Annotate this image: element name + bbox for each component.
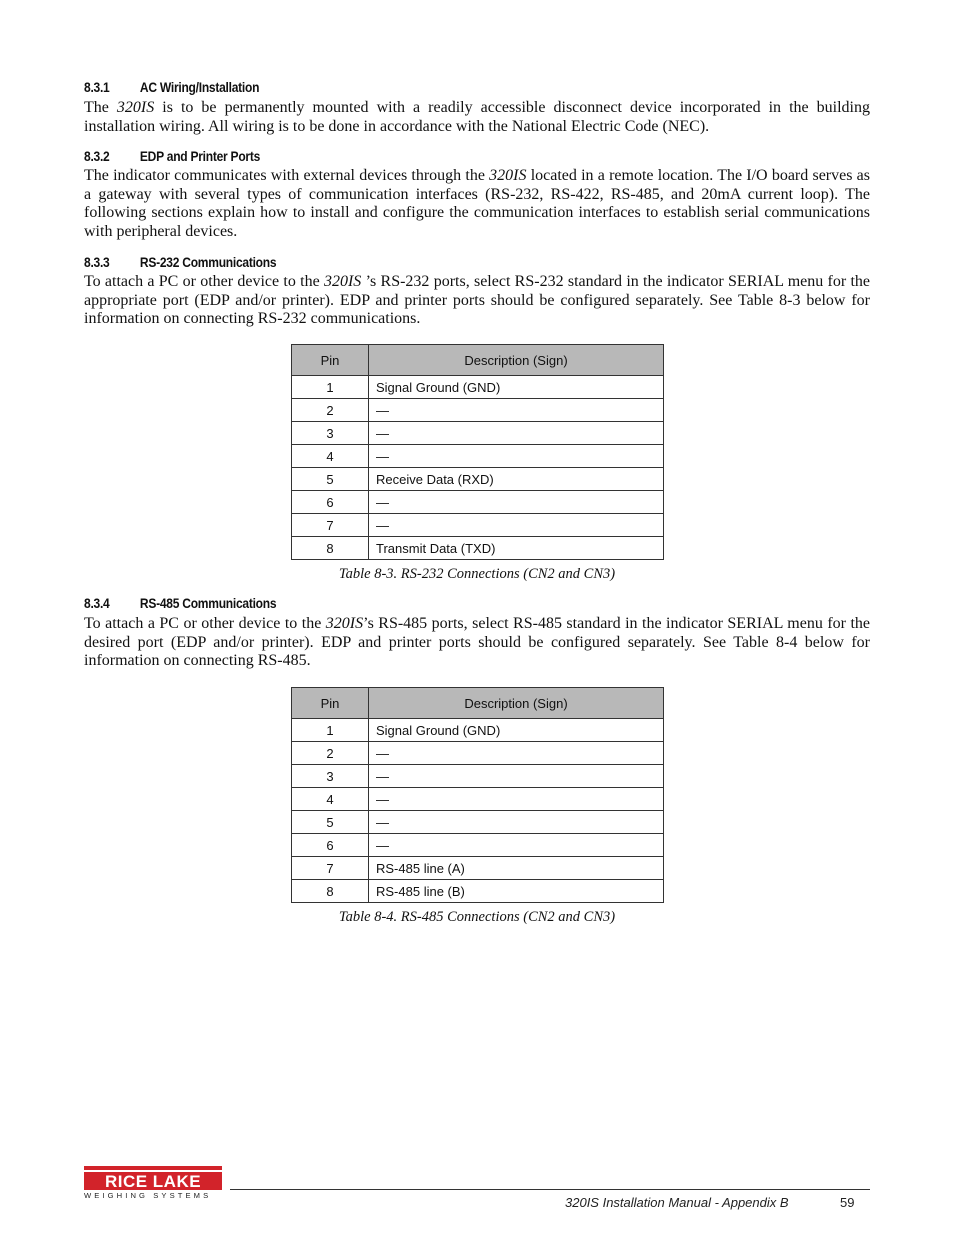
description-cell: RS-485 line (A) <box>369 857 664 880</box>
pin-cell: 4 <box>292 788 369 811</box>
table-row <box>292 376 664 399</box>
section-heading-edp-printer <box>84 148 260 164</box>
section-title: AC Wiring/Installation <box>139 79 260 95</box>
text-run: ’s RS-485 ports, select RS-485 standard in the indicator SERIAL menu for the desired port (EDP and/or printer). EDP and printer ports should be configured separately. See Table 8-4 below for information on connecting RS-485. <box>84 615 871 670</box>
logo-top-bar <box>84 1166 222 1170</box>
table-header-row <box>292 688 664 719</box>
section-number: 8.3.3 <box>84 254 110 270</box>
description-cell: — <box>369 811 664 834</box>
pin-cell: 5 <box>292 468 369 491</box>
section-title: RS-485 Communications <box>139 595 277 611</box>
paragraph-rs232 <box>84 273 870 329</box>
table-row <box>292 742 664 765</box>
table-row <box>292 514 664 537</box>
column-header-pin: Pin <box>292 345 369 376</box>
table-caption-rs485: Table 8-4. RS-485 Connections (CN2 and CN3) <box>338 909 616 925</box>
column-header-description: Description (Sign) <box>369 345 664 376</box>
footer-manual-title: 320IS Installation Manual - Appendix B <box>565 1195 789 1210</box>
pin-cell: 1 <box>292 376 369 399</box>
table-row <box>292 445 664 468</box>
description-cell: RS-485 line (B) <box>369 880 664 903</box>
logo-wordmark: RICE LAKE <box>104 1172 202 1191</box>
table-row <box>292 399 664 422</box>
description-cell: Receive Data (RXD) <box>369 468 664 491</box>
description-cell: — <box>369 765 664 788</box>
table-row <box>292 857 664 880</box>
column-header-description: Description (Sign) <box>369 688 664 719</box>
pin-cell: 4 <box>292 445 369 468</box>
pin-cell: 2 <box>292 399 369 422</box>
table-rs485-connections <box>291 687 664 903</box>
logo-tagline: WEIGHING SYSTEMS <box>84 1191 212 1200</box>
pin-cell: 7 <box>292 857 369 880</box>
paragraph-ac-wiring <box>84 99 870 136</box>
product-name: 320IS <box>489 167 527 184</box>
table-row <box>292 834 664 857</box>
description-cell: — <box>369 422 664 445</box>
table-row <box>292 788 664 811</box>
text-run: To attach a PC or other device to the <box>84 273 324 290</box>
table-row <box>292 537 664 560</box>
footer-rule <box>230 1189 870 1190</box>
table-row <box>292 491 664 514</box>
column-header-pin: Pin <box>292 688 369 719</box>
product-name: 320IS <box>323 273 362 290</box>
pin-cell: 8 <box>292 880 369 903</box>
description-cell: Signal Ground (GND) <box>369 719 664 742</box>
table-row <box>292 468 664 491</box>
text-run: The <box>84 99 117 116</box>
description-cell: — <box>369 788 664 811</box>
pin-cell: 1 <box>292 719 369 742</box>
pin-cell: 6 <box>292 834 369 857</box>
description-cell: — <box>369 514 664 537</box>
section-heading-ac-wiring <box>84 79 259 95</box>
pin-cell: 8 <box>292 537 369 560</box>
text-run: is to be permanently mounted with a readily accessible disconnect device incorporated in the building installation wiring. All wiring is to be done in accordance with the National Electric Code (NEC). <box>84 99 870 135</box>
page-number: 59 <box>840 1195 855 1210</box>
text-run: To attach a PC or other device to the <box>84 615 326 632</box>
table-rs232-connections <box>291 344 664 560</box>
rice-lake-logo <box>84 1166 224 1200</box>
text-run: The indicator communicates with external devices through the <box>84 167 490 184</box>
product-name: 320IS <box>325 615 364 632</box>
description-cell: — <box>369 834 664 857</box>
section-heading-rs232 <box>84 254 276 270</box>
description-cell: — <box>369 445 664 468</box>
pin-cell: 5 <box>292 811 369 834</box>
text-run: located in a remote location. The I/O board serves as a gateway with several types of communication interfaces (RS-232, RS-422, RS-485, and 20mA current loop). The following sections explain how to install and configure the communication interfaces to establish serial communications with peripheral devices. <box>84 167 871 241</box>
section-number: 8.3.4 <box>84 595 110 611</box>
pin-cell: 3 <box>292 765 369 788</box>
section-number: 8.3.1 <box>84 79 110 95</box>
table-row <box>292 880 664 903</box>
text-run: ’s RS-232 ports, select RS-232 standard in the indicator SERIAL menu for the appropriate port (EDP and/or printer). EDP and printer ports should be configured separately. See Table 8-3 below for information on connecting RS-232 communications. <box>84 273 871 328</box>
table-row <box>292 811 664 834</box>
section-heading-rs485 <box>84 595 276 611</box>
description-cell: — <box>369 491 664 514</box>
paragraph-rs485 <box>84 615 870 671</box>
table-row <box>292 765 664 788</box>
pin-cell: 3 <box>292 422 369 445</box>
pin-cell: 2 <box>292 742 369 765</box>
section-title: EDP and Printer Ports <box>139 148 261 164</box>
description-cell: — <box>369 399 664 422</box>
product-name: 320IS <box>116 99 155 116</box>
table-row <box>292 719 664 742</box>
table-header-row <box>292 345 664 376</box>
table-row <box>292 422 664 445</box>
description-cell: — <box>369 742 664 765</box>
description-cell: Transmit Data (TXD) <box>369 537 664 560</box>
paragraph-edp-printer <box>84 167 870 242</box>
pin-cell: 6 <box>292 491 369 514</box>
table-caption-rs232: Table 8-3. RS-232 Connections (CN2 and CN3) <box>338 566 616 582</box>
section-number: 8.3.2 <box>84 148 110 164</box>
section-title: RS-232 Communications <box>139 254 277 270</box>
description-cell: Signal Ground (GND) <box>369 376 664 399</box>
pin-cell: 7 <box>292 514 369 537</box>
